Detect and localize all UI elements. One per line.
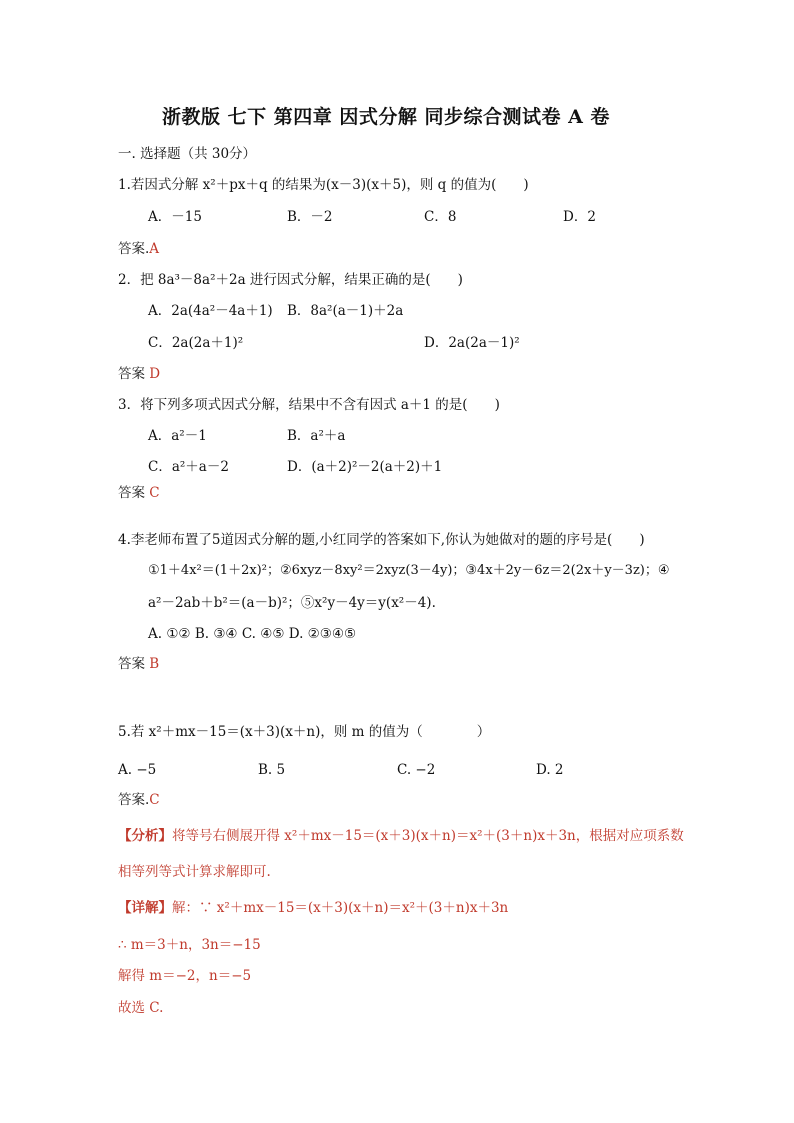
detail-text-1: 解：∵ x²＋mx－15＝(x＋3)(x＋n)＝x²＋(3＋n)x＋3n [172, 900, 509, 916]
answer-label: 答案 [118, 485, 145, 501]
question-2-answer [118, 366, 160, 382]
detail-line-2: ∴ m＝3＋n，3n＝−15 [118, 937, 261, 953]
detail-line-3: 解得 m＝−2，n＝−5 [118, 968, 252, 984]
question-3-stem: 3．将下列多项式因式分解，结果中不含有因式 a＋1 的是( ) [118, 397, 500, 413]
question-3-option-c: C．a²＋a－2 [148, 459, 229, 475]
answer-label: 答案. [118, 792, 150, 808]
question-1-option-c: C．8 [424, 209, 457, 225]
answer-value: C [149, 485, 160, 501]
question-5-stem: 5.若 x²＋mx－15＝(x＋3)(x＋n)，则 m 的值为（ ） [118, 724, 491, 740]
question-5-option-b: B. 5 [258, 762, 286, 778]
detail-tag: 【详解】 [118, 900, 172, 916]
analysis-tag: 【分析】 [118, 828, 172, 844]
question-2-option-c: C．2a(2a＋1)² [148, 335, 244, 351]
answer-label: 答案. [118, 241, 150, 257]
analysis-line-2: 相等列等式计算求解即可. [118, 864, 271, 880]
section-heading: 一. 选择题（共 30分） [118, 146, 257, 162]
question-1-option-d: D．2 [563, 209, 596, 225]
question-1-answer [118, 241, 159, 257]
question-3-option-a: A．a²－1 [148, 428, 207, 444]
question-3-option-b: B．a²＋a [287, 428, 346, 444]
question-2-option-b: B．8a²(a－1)＋2a [287, 303, 404, 319]
question-2-option-a: A．2a(4a²－4a＋1) [148, 303, 273, 319]
answer-label: 答案 [118, 656, 145, 672]
question-5-option-c: C. −2 [397, 762, 436, 778]
question-1-option-a: A．－15 [148, 209, 202, 225]
answer-value: D [149, 366, 161, 382]
question-4-answer [118, 656, 159, 672]
question-2-stem: 2．把 8a³－8a²＋2a 进行因式分解，结果正确的是( ) [118, 272, 463, 288]
question-3-option-d: D．(a＋2)²－2(a＋2)＋1 [287, 459, 443, 475]
question-4-options: A. ①② B. ③④ C. ④⑤ D. ②③④⑤ [148, 626, 357, 642]
question-3-answer [118, 485, 160, 501]
question-1-option-b: B．－2 [287, 209, 333, 225]
detail-line-1 [118, 900, 508, 916]
answer-value: B [149, 656, 160, 672]
page-title: 浙教版 七下 第四章 因式分解 同步综合测试卷 A 卷 [162, 106, 610, 128]
detail-line-4: 故选 C. [118, 1000, 164, 1016]
question-4-items-line-1: ①1＋4x²＝(1＋2x)²；②6xyz－8xy²＝2xyz(3－4y)；③4x＋2y－6z＝2(2x＋y－3z)；④ [148, 563, 670, 578]
question-4-stem: 4.李老师布置了5道因式分解的题,小红同学的答案如下,你认为她做对的题的序号是( ) [118, 532, 645, 548]
question-2-option-d: D．2a(2a－1)² [424, 335, 520, 351]
analysis-line-1 [118, 828, 684, 844]
question-5-answer [118, 792, 160, 808]
question-5-option-a: A. −5 [118, 762, 157, 778]
analysis-text-1: 将等号右侧展开得 x²＋mx－15＝(x＋3)(x＋n)＝x²＋(3＋n)x＋3n，根据对应项系数 [172, 828, 684, 844]
answer-label: 答案 [118, 366, 145, 382]
question-1-stem: 1.若因式分解 x²＋px＋q 的结果为(x－3)(x＋5)，则 q 的值为( ) [118, 177, 529, 193]
answer-value: A [149, 241, 160, 257]
answer-value: C [149, 792, 160, 808]
question-4-items-line-2: a²－2ab＋b²＝(a－b)²；⑤x²y－4y＝y(x²－4). [148, 595, 436, 611]
question-5-option-d: D. 2 [536, 762, 564, 778]
